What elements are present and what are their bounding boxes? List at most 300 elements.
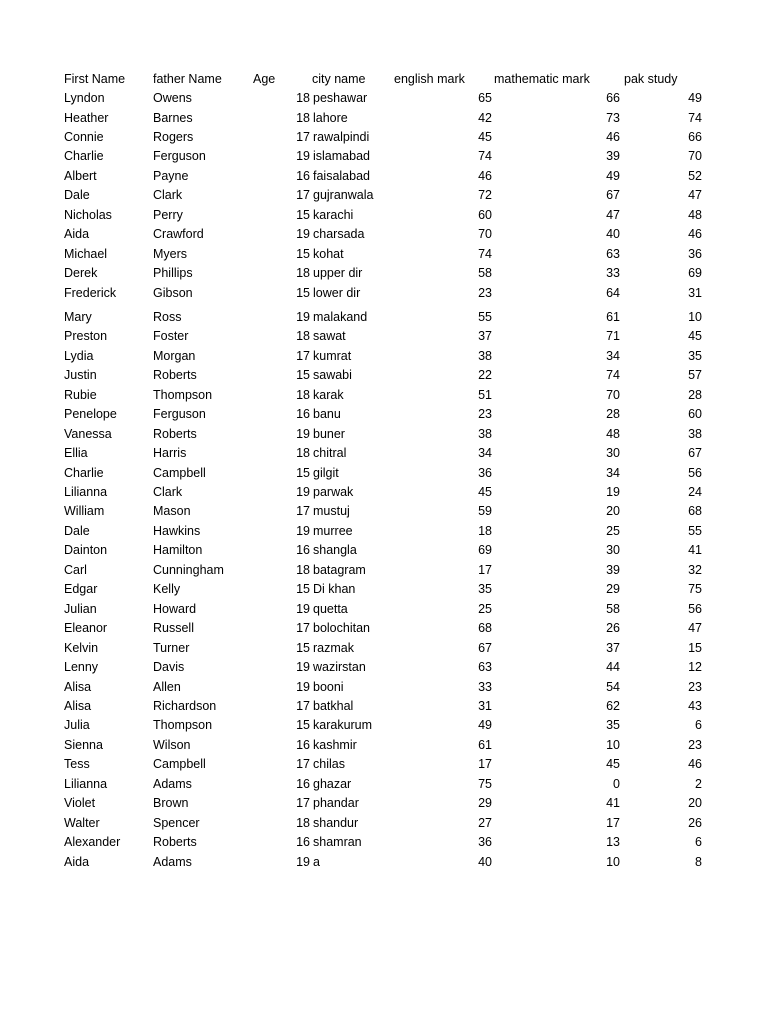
age-cell: 15 bbox=[296, 640, 310, 655]
first-name-cell: Lenny bbox=[64, 660, 99, 674]
table-row bbox=[0, 386, 768, 405]
city-name-cell: shangla bbox=[313, 543, 357, 558]
father-name-cell: Thompson bbox=[153, 718, 213, 733]
pak-study-cell: 28 bbox=[688, 387, 702, 402]
mathematic-mark-cell: 25 bbox=[606, 523, 620, 538]
city-name-cell: mustuj bbox=[313, 504, 350, 519]
table-header-row bbox=[0, 70, 768, 89]
english-mark-cell: 59 bbox=[478, 504, 492, 519]
mathematic-mark-cell: 45 bbox=[606, 757, 620, 772]
age-cell: 15 bbox=[296, 246, 310, 261]
father-name-cell: Clark bbox=[153, 485, 183, 499]
first-name-cell: Alexander bbox=[64, 835, 121, 850]
table-row bbox=[0, 225, 768, 244]
father-name-cell: Gibson bbox=[153, 285, 193, 300]
pak-study-cell: 68 bbox=[688, 504, 702, 519]
city-name-cell: Di khan bbox=[313, 582, 356, 597]
city-name-cell: karak bbox=[313, 387, 344, 402]
first-name-cell: Nicholas bbox=[64, 207, 112, 222]
pak-study-cell: 10 bbox=[688, 309, 702, 324]
father-name-cell: Kelly bbox=[153, 582, 181, 597]
first-name-cell: Mary bbox=[64, 309, 92, 324]
mathematic-mark-cell: 58 bbox=[606, 601, 620, 616]
father-name-cell: Harris bbox=[153, 446, 187, 461]
pak-study-cell: 2 bbox=[695, 776, 702, 791]
table-row bbox=[0, 347, 768, 366]
pak-study-cell: 47 bbox=[688, 621, 702, 636]
first-name-cell: Preston bbox=[64, 329, 108, 344]
english-mark-cell: 74 bbox=[478, 149, 492, 164]
mathematic-mark-cell: 61 bbox=[606, 309, 620, 324]
age-cell: 17 bbox=[296, 188, 310, 203]
english-mark-cell: 65 bbox=[478, 91, 492, 105]
table-row bbox=[0, 658, 768, 677]
table-row bbox=[0, 502, 768, 521]
table-row bbox=[0, 264, 768, 283]
city-name-cell: phandar bbox=[313, 796, 359, 811]
english-mark-cell: 60 bbox=[478, 207, 492, 222]
mathematic-mark-cell: 47 bbox=[606, 207, 620, 222]
city-name-cell: shamran bbox=[313, 835, 362, 850]
table-row bbox=[0, 147, 768, 166]
table-row bbox=[0, 167, 768, 186]
city-name-cell: sawabi bbox=[313, 368, 352, 383]
mathematic-mark-cell: 19 bbox=[606, 485, 620, 499]
mathematic-mark-cell: 66 bbox=[606, 91, 620, 105]
city-name-cell: islamabad bbox=[313, 149, 370, 164]
mathematic-mark-cell: 40 bbox=[606, 227, 620, 242]
pak-study-cell: 57 bbox=[688, 368, 702, 383]
age-cell: 18 bbox=[296, 91, 310, 105]
first-name-cell: Connie bbox=[64, 129, 104, 144]
english-mark-cell: 33 bbox=[478, 679, 492, 694]
city-name-cell: peshawar bbox=[313, 91, 368, 105]
age-cell: 17 bbox=[296, 621, 310, 636]
city-name-cell: rawalpindi bbox=[313, 129, 370, 144]
english-mark-cell: 75 bbox=[478, 776, 492, 791]
english-mark-cell: 25 bbox=[478, 601, 492, 616]
table-row bbox=[0, 716, 768, 735]
mathematic-mark-cell: 39 bbox=[606, 149, 620, 164]
header-english-mark: english mark bbox=[394, 72, 465, 86]
city-name-cell: gilgit bbox=[313, 465, 339, 480]
city-name-cell: karachi bbox=[313, 207, 354, 222]
pak-study-cell: 15 bbox=[688, 640, 702, 655]
father-name-cell: Spencer bbox=[153, 815, 200, 830]
header-city-name: city name bbox=[312, 72, 366, 86]
mathematic-mark-cell: 10 bbox=[606, 854, 620, 869]
first-name-cell: Albert bbox=[64, 168, 97, 183]
mathematic-mark-cell: 44 bbox=[606, 660, 620, 674]
age-cell: 16 bbox=[296, 543, 310, 558]
father-name-cell: Campbell bbox=[153, 465, 206, 480]
mathematic-mark-cell: 37 bbox=[606, 640, 620, 655]
age-cell: 16 bbox=[296, 168, 310, 183]
age-cell: 15 bbox=[296, 718, 310, 733]
pak-study-cell: 74 bbox=[688, 110, 702, 125]
father-name-cell: Hawkins bbox=[153, 523, 201, 538]
table-row bbox=[0, 639, 768, 658]
pak-study-cell: 31 bbox=[688, 285, 702, 300]
english-mark-cell: 22 bbox=[478, 368, 492, 383]
pak-study-cell: 24 bbox=[688, 485, 702, 499]
city-name-cell: parwak bbox=[313, 485, 354, 499]
table-row bbox=[0, 833, 768, 852]
father-name-cell: Phillips bbox=[153, 266, 193, 280]
age-cell: 18 bbox=[296, 562, 310, 577]
english-mark-cell: 51 bbox=[478, 387, 492, 402]
mathematic-mark-cell: 41 bbox=[606, 796, 620, 811]
mathematic-mark-cell: 0 bbox=[613, 776, 620, 791]
age-cell: 18 bbox=[296, 266, 310, 280]
first-name-cell: Justin bbox=[64, 368, 97, 383]
pak-study-cell: 66 bbox=[688, 129, 702, 144]
pak-study-cell: 45 bbox=[688, 329, 702, 344]
city-name-cell: malakand bbox=[313, 309, 368, 324]
first-name-cell: Edgar bbox=[64, 582, 98, 597]
father-name-cell: Howard bbox=[153, 601, 197, 616]
pak-study-cell: 49 bbox=[688, 91, 702, 105]
mathematic-mark-cell: 70 bbox=[606, 387, 620, 402]
father-name-cell: Adams bbox=[153, 854, 192, 869]
english-mark-cell: 31 bbox=[478, 698, 492, 713]
age-cell: 15 bbox=[296, 582, 310, 597]
mathematic-mark-cell: 46 bbox=[606, 129, 620, 144]
english-mark-cell: 23 bbox=[478, 285, 492, 300]
pak-study-cell: 69 bbox=[688, 266, 702, 280]
father-name-cell: Payne bbox=[153, 168, 189, 183]
father-name-cell: Foster bbox=[153, 329, 189, 344]
first-name-cell: Heather bbox=[64, 110, 109, 125]
table-row bbox=[0, 736, 768, 755]
header-age: Age bbox=[253, 72, 276, 86]
first-name-cell: Rubie bbox=[64, 387, 97, 402]
english-mark-cell: 35 bbox=[478, 582, 492, 597]
mathematic-mark-cell: 64 bbox=[606, 285, 620, 300]
english-mark-cell: 68 bbox=[478, 621, 492, 636]
age-cell: 19 bbox=[296, 426, 310, 441]
english-mark-cell: 17 bbox=[478, 757, 492, 772]
table-row bbox=[0, 678, 768, 697]
pak-study-cell: 26 bbox=[688, 815, 702, 830]
table-row bbox=[0, 425, 768, 444]
english-mark-cell: 29 bbox=[478, 796, 492, 811]
english-mark-cell: 38 bbox=[478, 426, 492, 441]
age-cell: 19 bbox=[296, 523, 310, 538]
table-row bbox=[0, 541, 768, 560]
age-cell: 17 bbox=[296, 796, 310, 811]
pak-study-cell: 75 bbox=[688, 582, 702, 597]
mathematic-mark-cell: 34 bbox=[606, 348, 620, 363]
english-mark-cell: 67 bbox=[478, 640, 492, 655]
mathematic-mark-cell: 13 bbox=[606, 835, 620, 850]
city-name-cell: shandur bbox=[313, 815, 359, 830]
pak-study-cell: 23 bbox=[688, 679, 702, 694]
english-mark-cell: 36 bbox=[478, 835, 492, 850]
pak-study-cell: 46 bbox=[688, 227, 702, 242]
father-name-cell: Clark bbox=[153, 188, 183, 203]
pak-study-cell: 43 bbox=[688, 698, 702, 713]
father-name-cell: Roberts bbox=[153, 368, 197, 383]
father-name-cell: Hamilton bbox=[153, 543, 203, 558]
mathematic-mark-cell: 49 bbox=[606, 168, 620, 183]
pak-study-cell: 35 bbox=[688, 348, 702, 363]
city-name-cell: kohat bbox=[313, 246, 344, 261]
father-name-cell: Cunningham bbox=[153, 562, 224, 577]
age-cell: 19 bbox=[296, 309, 310, 324]
father-name-cell: Ross bbox=[153, 309, 182, 324]
table-row bbox=[0, 366, 768, 385]
father-name-cell: Owens bbox=[153, 91, 192, 105]
first-name-cell: Charlie bbox=[64, 149, 104, 164]
english-mark-cell: 37 bbox=[478, 329, 492, 344]
father-name-cell: Roberts bbox=[153, 426, 197, 441]
table-row bbox=[0, 522, 768, 541]
pak-study-cell: 52 bbox=[688, 168, 702, 183]
english-mark-cell: 40 bbox=[478, 854, 492, 869]
english-mark-cell: 72 bbox=[478, 188, 492, 203]
english-mark-cell: 63 bbox=[478, 660, 492, 674]
english-mark-cell: 42 bbox=[478, 110, 492, 125]
first-name-cell: Dale bbox=[64, 523, 90, 538]
city-name-cell: chilas bbox=[313, 757, 345, 772]
first-name-cell: Penelope bbox=[64, 407, 117, 422]
mathematic-mark-cell: 34 bbox=[606, 465, 620, 480]
city-name-cell: sawat bbox=[313, 329, 346, 344]
english-mark-cell: 55 bbox=[478, 309, 492, 324]
pak-study-cell: 46 bbox=[688, 757, 702, 772]
english-mark-cell: 58 bbox=[478, 266, 492, 280]
father-name-cell: Allen bbox=[153, 679, 181, 694]
father-name-cell: Roberts bbox=[153, 835, 197, 850]
pak-study-cell: 6 bbox=[695, 718, 702, 733]
mathematic-mark-cell: 67 bbox=[606, 188, 620, 203]
first-name-cell: William bbox=[64, 504, 105, 519]
mathematic-mark-cell: 30 bbox=[606, 543, 620, 558]
english-mark-cell: 17 bbox=[478, 562, 492, 577]
english-mark-cell: 45 bbox=[478, 485, 492, 499]
age-cell: 16 bbox=[296, 737, 310, 752]
age-cell: 19 bbox=[296, 660, 310, 674]
mathematic-mark-cell: 39 bbox=[606, 562, 620, 577]
english-mark-cell: 38 bbox=[478, 348, 492, 363]
mathematic-mark-cell: 62 bbox=[606, 698, 620, 713]
city-name-cell: chitral bbox=[313, 446, 347, 461]
father-name-cell: Ferguson bbox=[153, 149, 206, 164]
table-row bbox=[0, 853, 768, 872]
mathematic-mark-cell: 10 bbox=[606, 737, 620, 752]
english-mark-cell: 74 bbox=[478, 246, 492, 261]
first-name-cell: Lilianna bbox=[64, 485, 108, 499]
age-cell: 16 bbox=[296, 407, 310, 422]
header-pak-study: pak study bbox=[624, 72, 678, 86]
mathematic-mark-cell: 74 bbox=[606, 368, 620, 383]
table-row bbox=[0, 186, 768, 205]
mathematic-mark-cell: 73 bbox=[606, 110, 620, 125]
first-name-cell: Lilianna bbox=[64, 776, 108, 791]
father-name-cell: Brown bbox=[153, 796, 189, 811]
table-row bbox=[0, 206, 768, 225]
table-row bbox=[0, 89, 768, 108]
first-name-cell: Eleanor bbox=[64, 621, 108, 636]
father-name-cell: Thompson bbox=[153, 387, 213, 402]
city-name-cell: faisalabad bbox=[313, 168, 370, 183]
first-name-cell: Julian bbox=[64, 601, 97, 616]
father-name-cell: Morgan bbox=[153, 348, 196, 363]
father-name-cell: Barnes bbox=[153, 110, 193, 125]
english-mark-cell: 46 bbox=[478, 168, 492, 183]
english-mark-cell: 36 bbox=[478, 465, 492, 480]
first-name-cell: Alisa bbox=[64, 698, 92, 713]
table-row bbox=[0, 284, 768, 303]
pak-study-cell: 56 bbox=[688, 601, 702, 616]
table-row bbox=[0, 327, 768, 346]
first-name-cell: Alisa bbox=[64, 679, 92, 694]
pak-study-cell: 70 bbox=[688, 149, 702, 164]
table-row bbox=[0, 405, 768, 424]
first-name-cell: Frederick bbox=[64, 285, 117, 300]
english-mark-cell: 70 bbox=[478, 227, 492, 242]
age-cell: 19 bbox=[296, 601, 310, 616]
first-name-cell: Tess bbox=[64, 757, 90, 772]
pak-study-cell: 55 bbox=[688, 523, 702, 538]
pak-study-cell: 36 bbox=[688, 246, 702, 261]
age-cell: 18 bbox=[296, 110, 310, 125]
age-cell: 19 bbox=[296, 854, 310, 869]
first-name-cell: Kelvin bbox=[64, 640, 99, 655]
city-name-cell: wazirstan bbox=[313, 660, 366, 674]
first-name-cell: Sienna bbox=[64, 737, 103, 752]
city-name-cell: upper dir bbox=[313, 266, 363, 280]
age-cell: 17 bbox=[296, 757, 310, 772]
city-name-cell: lahore bbox=[313, 110, 348, 125]
first-name-cell: Vanessa bbox=[64, 426, 112, 441]
first-name-cell: Lydia bbox=[64, 348, 94, 363]
father-name-cell: Russell bbox=[153, 621, 194, 636]
header-mathematic-mark: mathematic mark bbox=[494, 72, 590, 86]
table-row bbox=[0, 814, 768, 833]
first-name-cell: Ellia bbox=[64, 446, 88, 461]
father-name-cell: Richardson bbox=[153, 698, 217, 713]
table-row bbox=[0, 619, 768, 638]
age-cell: 17 bbox=[296, 504, 310, 519]
table-row bbox=[0, 464, 768, 483]
first-name-cell: Violet bbox=[64, 796, 96, 811]
first-name-cell: Lyndon bbox=[64, 91, 105, 105]
city-name-cell: batkhal bbox=[313, 698, 354, 713]
age-cell: 19 bbox=[296, 227, 310, 242]
mathematic-mark-cell: 17 bbox=[606, 815, 620, 830]
pak-study-cell: 8 bbox=[695, 854, 702, 869]
pak-study-cell: 20 bbox=[688, 796, 702, 811]
table-row bbox=[0, 697, 768, 716]
english-mark-cell: 61 bbox=[478, 737, 492, 752]
mathematic-mark-cell: 33 bbox=[606, 266, 620, 280]
english-mark-cell: 18 bbox=[478, 523, 492, 538]
city-name-cell: batagram bbox=[313, 562, 366, 577]
pak-study-cell: 23 bbox=[688, 737, 702, 752]
mathematic-mark-cell: 54 bbox=[606, 679, 620, 694]
father-name-cell: Adams bbox=[153, 776, 192, 791]
father-name-cell: Myers bbox=[153, 246, 188, 261]
first-name-cell: Charlie bbox=[64, 465, 104, 480]
mathematic-mark-cell: 20 bbox=[606, 504, 620, 519]
pak-study-cell: 48 bbox=[688, 207, 702, 222]
father-name-cell: Ferguson bbox=[153, 407, 206, 422]
first-name-cell: Dale bbox=[64, 188, 90, 203]
age-cell: 18 bbox=[296, 446, 310, 461]
city-name-cell: buner bbox=[313, 426, 345, 441]
mathematic-mark-cell: 30 bbox=[606, 446, 620, 461]
pak-study-cell: 60 bbox=[688, 407, 702, 422]
pak-study-cell: 32 bbox=[688, 562, 702, 577]
table-row bbox=[0, 561, 768, 580]
age-cell: 17 bbox=[296, 348, 310, 363]
mathematic-mark-cell: 28 bbox=[606, 407, 620, 422]
age-cell: 15 bbox=[296, 207, 310, 222]
pak-study-cell: 56 bbox=[688, 465, 702, 480]
pak-study-cell: 12 bbox=[688, 660, 702, 674]
mathematic-mark-cell: 29 bbox=[606, 582, 620, 597]
age-cell: 18 bbox=[296, 387, 310, 402]
mathematic-mark-cell: 26 bbox=[606, 621, 620, 636]
table-row bbox=[0, 794, 768, 813]
first-name-cell: Carl bbox=[64, 562, 87, 577]
pak-study-cell: 38 bbox=[688, 426, 702, 441]
first-name-cell: Aida bbox=[64, 854, 90, 869]
mathematic-mark-cell: 71 bbox=[606, 329, 620, 344]
english-mark-cell: 45 bbox=[478, 129, 492, 144]
header-father-name: father Name bbox=[153, 72, 222, 86]
age-cell: 16 bbox=[296, 776, 310, 791]
age-cell: 15 bbox=[296, 285, 310, 300]
table-row bbox=[0, 109, 768, 128]
table-row bbox=[0, 444, 768, 463]
first-name-cell: Julia bbox=[64, 718, 90, 733]
english-mark-cell: 69 bbox=[478, 543, 492, 558]
city-name-cell: kumrat bbox=[313, 348, 352, 363]
age-cell: 19 bbox=[296, 485, 310, 499]
pak-study-cell: 6 bbox=[695, 835, 702, 850]
age-cell: 16 bbox=[296, 835, 310, 850]
city-name-cell: quetta bbox=[313, 601, 348, 616]
english-mark-cell: 23 bbox=[478, 407, 492, 422]
city-name-cell: charsada bbox=[313, 227, 365, 242]
table-row bbox=[0, 600, 768, 619]
age-cell: 19 bbox=[296, 149, 310, 164]
city-name-cell: bolochitan bbox=[313, 621, 370, 636]
english-mark-cell: 34 bbox=[478, 446, 492, 461]
first-name-cell: Walter bbox=[64, 815, 100, 830]
pak-study-cell: 47 bbox=[688, 188, 702, 203]
table-row bbox=[0, 775, 768, 794]
city-name-cell: karakurum bbox=[313, 718, 373, 733]
age-cell: 17 bbox=[296, 129, 310, 144]
table-row bbox=[0, 128, 768, 147]
father-name-cell: Davis bbox=[153, 660, 185, 674]
father-name-cell: Perry bbox=[153, 207, 183, 222]
city-name-cell: banu bbox=[313, 407, 341, 422]
city-name-cell: kashmir bbox=[313, 737, 357, 752]
header-first-name: First Name bbox=[64, 72, 126, 86]
first-name-cell: Dainton bbox=[64, 543, 108, 558]
table-row bbox=[0, 308, 768, 327]
english-mark-cell: 27 bbox=[478, 815, 492, 830]
city-name-cell: a bbox=[313, 854, 320, 869]
mathematic-mark-cell: 48 bbox=[606, 426, 620, 441]
father-name-cell: Wilson bbox=[153, 737, 191, 752]
city-name-cell: booni bbox=[313, 679, 344, 694]
